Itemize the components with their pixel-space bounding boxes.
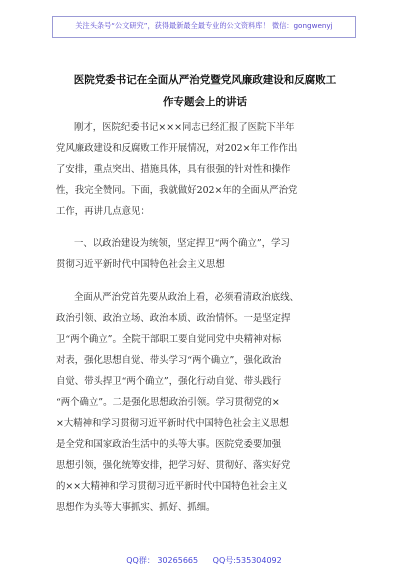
paragraph-line: 思想作为头等大事抓实、抓好、抓细。 bbox=[56, 502, 216, 513]
paragraph-line: 工作，再讲几点意见： bbox=[56, 206, 150, 217]
section-heading-line: 一、以政治建设为统领，坚定捍卫“两个确立”，学习 bbox=[74, 238, 290, 249]
paragraph-line: 刚才，医院纪委书记×××同志已经汇报了医院下半年 bbox=[74, 122, 295, 133]
footer-qq-number: QQ号:535304092 bbox=[212, 556, 282, 565]
section-heading-line: 贯彻习近平新时代中国特色社会主义思想 bbox=[56, 259, 225, 270]
paragraph-line: 是全党和国家政治生活中的头等大事。医院党委要加强 bbox=[56, 439, 282, 450]
footer-contact bbox=[0, 555, 408, 566]
document-title-line-2: 作专题会上的讲话 bbox=[163, 96, 247, 108]
footer-qq-group: QQ群： 30265665 bbox=[126, 556, 199, 565]
document-title-line-1: 医院党委书记在全面从严治党暨党风廉政建设和反腐败工 bbox=[73, 74, 337, 86]
paragraph-line: 自觉、带头捍卫“两个确立”，强化行动自觉、带头践行 bbox=[56, 376, 282, 387]
paragraph-line: 性，我完全赞同。下面，我就做好202×年的全面从严治党 bbox=[56, 185, 298, 196]
paragraph-line: 卫“两个确立”。全院干部职工要自觉同党中央精神对标 bbox=[56, 334, 282, 345]
paragraph-line: 党风廉政建设和反腐败工作开展情况，对202×年工作作出 bbox=[56, 143, 298, 154]
header-banner bbox=[52, 16, 356, 38]
paragraph-line: 思想引领，强化统筹安排，把学习好、贯彻好、落实好党 bbox=[56, 460, 291, 471]
paragraph-line: “两个确立”。二是强化思想政治引领。学习贯彻党的× bbox=[56, 397, 280, 408]
paragraph-line: 了安排，重点突出、措施具体，具有很强的针对性和操作 bbox=[56, 164, 291, 175]
paragraph-line: 对表，强化思想自觉、带头学习“两个确立”，强化政治 bbox=[56, 355, 282, 366]
paragraph-line: ×大精神和学习贯彻习近平新时代中国特色社会主义思想 bbox=[56, 418, 289, 429]
paragraph-line: 全面从严治党首先要从政治上看，必须看清政治底线、 bbox=[74, 292, 300, 303]
header-banner-text: 关注头条号“公文研究”，获得最新最全最专业的公文资料库！ 微信：gongwenyj bbox=[75, 21, 333, 30]
paragraph-line: 政治引领、政治立场、政治本质、政治情怀。一是坚定捍 bbox=[56, 313, 291, 324]
paragraph-line: 的××大精神和学习贯彻习近平新时代中国特色社会主义 bbox=[56, 481, 288, 492]
